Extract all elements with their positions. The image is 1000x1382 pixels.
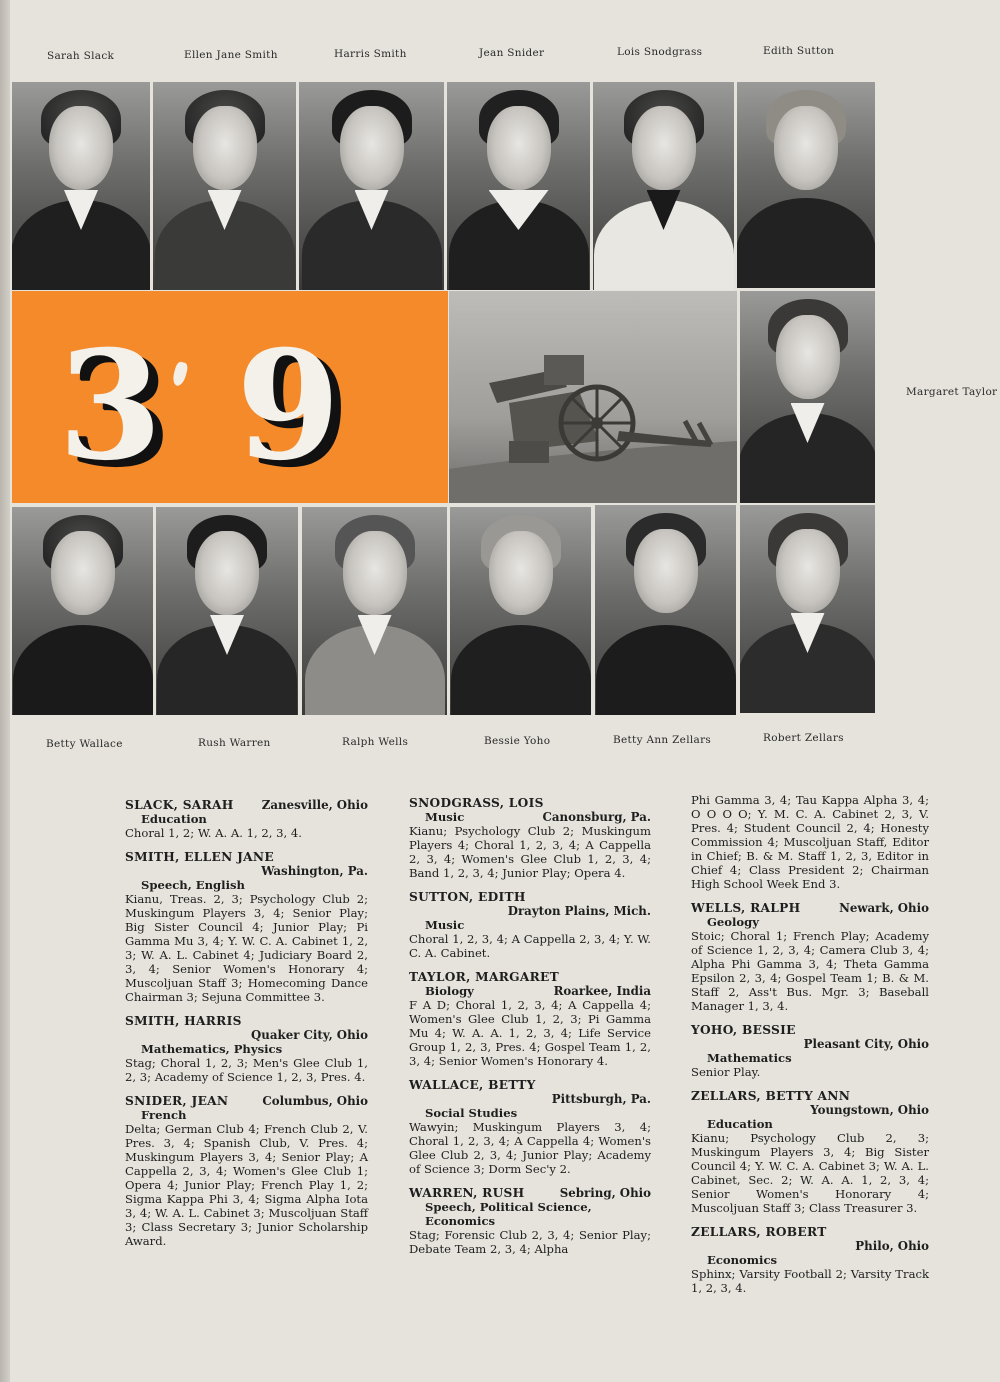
- bio-town: Pleasant City, Ohio: [803, 1037, 929, 1051]
- bio-major: Mathematics, Physics: [141, 1042, 283, 1056]
- year-digit-3: 3: [58, 318, 163, 494]
- bio-major: Economics: [707, 1253, 778, 1267]
- bio-activities: Stoic; Choral 1; French Play; Academy of Science 1, 2, 3, 4; Camera Club 3, 4; Alpha Phi Gamma 3, 4; Theta Gamma Epsilon 2, 3, 4; Gospel Team 1; B. & M. Staff 2, Ass't Bus. Mgr. 3; Baseball Manager 1, 3, 4.: [691, 929, 929, 1013]
- caption-top-1: Sarah Slack: [47, 50, 115, 62]
- bio-entry: [409, 796, 651, 880]
- caption-bottom-2: Rush Warren: [198, 737, 271, 749]
- caption-top-5: Lois Snodgrass: [617, 46, 703, 58]
- bio-town: Newark, Ohio: [839, 901, 929, 915]
- portrait-top-4: [447, 82, 590, 290]
- caption-bottom-5: Betty Ann Zellars: [613, 734, 712, 746]
- caption-bottom-1: Betty Wallace: [46, 738, 123, 750]
- bio-activities: Kianu, Treas. 2, 3; Psychology Club 2; Muskingum Players 3, 4; Senior Play; Big Sister Council 4; Junior Play; Pi Gamma Mu 3, 4; Y. W. C. A. Cabinet 1, 2, 3; W. A. L. Cabinet 4; Judiciary Board 2, 3, 4; Senior Women's Honorary 4; Muscoljuan Staff 3; Homecoming Dance Chairman 3; Sejuna Committee 3.: [125, 892, 368, 1004]
- bio-entry: [125, 1094, 368, 1248]
- bio-name: TAYLOR, MARGARET: [409, 970, 559, 984]
- bio-name: SNODGRASS, LOIS: [409, 796, 544, 810]
- bio-major: Speech, English: [141, 878, 245, 892]
- bio-town: Washington, Pa.: [261, 864, 368, 878]
- bio-name: SUTTON, EDITH: [409, 890, 526, 904]
- bio-major: Education: [707, 1117, 773, 1131]
- bio-major: Geology: [707, 915, 759, 929]
- bio-town: Quaker City, Ohio: [251, 1028, 368, 1042]
- bio-major: Social Studies: [425, 1106, 518, 1120]
- bio-name: WARREN, RUSH: [409, 1186, 525, 1200]
- bio-major: Music: [425, 810, 465, 824]
- bio-major: Biology: [425, 984, 474, 998]
- bio-name: SMITH, ELLEN JANE: [125, 850, 274, 864]
- bio-entry: [691, 901, 929, 1013]
- bio-major: French: [141, 1108, 187, 1122]
- portrait-top-1: [12, 82, 150, 290]
- bio-name: SLACK, SARAH: [125, 798, 234, 812]
- caption-bottom-4: Bessie Yoho: [484, 735, 551, 747]
- portrait-top-2: [153, 82, 296, 290]
- bio-name: ZELLARS, ROBERT: [691, 1225, 827, 1239]
- bio-major: Education: [141, 812, 207, 826]
- bio-major: Music: [425, 918, 465, 932]
- portrait-top-3: [299, 82, 444, 290]
- bio-entry: [409, 890, 651, 960]
- bio-town: Philo, Ohio: [855, 1239, 929, 1253]
- bio-town: Canonsburg, Pa.: [542, 810, 651, 824]
- caption-bottom-6: Robert Zellars: [763, 732, 844, 744]
- field-cannon-photo: [449, 291, 737, 503]
- bio-name: WALLACE, BETTY: [409, 1078, 536, 1092]
- bio-entry: [409, 1078, 651, 1176]
- bio-name: SMITH, HARRIS: [125, 1014, 242, 1028]
- bio-activities: Senior Play.: [691, 1065, 761, 1079]
- bio-town: Drayton Plains, Mich.: [507, 904, 651, 918]
- bio-activities: Delta; German Club 4; French Club 2, V. Pres. 3, 4; Spanish Club, V. Pres. 4; Muskingum Players 3, 4; Senior Play; A Cappella 2, 3, 4; Women's Glee Club 1; Opera 4; Junior Play; French Play 1, 2; Sigma Kappa Phi 3, 4; Sigma Alpha Iota 3, 4; W. A. L. Cabinet 3; Muscoljuan Staff 3; Class Secretary 3; Junior Scholarship Award.: [125, 1122, 368, 1248]
- portrait-bottom-3: [302, 507, 447, 715]
- bio-entry: [125, 850, 368, 1004]
- bio-town: Sebring, Ohio: [559, 1186, 651, 1200]
- caption-top-4: Jean Snider: [479, 47, 545, 59]
- bio-town: Pittsburgh, Pa.: [551, 1092, 651, 1106]
- portrait-top-5: [593, 82, 734, 290]
- caption-top-2: Ellen Jane Smith: [184, 49, 278, 61]
- bio-town: Roarkee, India: [553, 984, 651, 998]
- bio-activities: F A D; Choral 1, 2, 3, 4; A Cappella 4; Women's Glee Club 1, 2, 3; Pi Gamma Mu 4; W. A. A. 1, 2, 3, 4; Life Service Group 1, 2, 3, Pres. 4; Gospel Team 1, 2, 3, 4; Senior Women's Honorary 4.: [409, 998, 651, 1068]
- bio-town: Zanesville, Ohio: [261, 798, 368, 812]
- bio-activities: Wawyin; Muskingum Players 3, 4; Choral 1, 2, 3, 4; A Cappella 4; Women's Glee Club 2, 3, 4; Junior Play; Academy of Science 3; Dorm Sec'y 2.: [409, 1120, 651, 1176]
- bio-town: Youngstown, Ohio: [810, 1103, 929, 1117]
- bio-activities: Choral 1, 2; W. A. A. 1, 2, 3, 4.: [125, 826, 302, 840]
- caption-top-6: Edith Sutton: [763, 45, 835, 57]
- bio-name: SNIDER, JEAN: [125, 1094, 229, 1108]
- caption-top-3: Harris Smith: [334, 48, 407, 60]
- bio-town: Columbus, Ohio: [262, 1094, 368, 1108]
- portrait-bottom-5: [595, 505, 736, 715]
- bio-column-3: [691, 793, 929, 1305]
- bio-activities: Stag; Forensic Club 2, 3, 4; Senior Play; Debate Team 2, 3, 4; Alpha: [409, 1228, 651, 1256]
- portrait-bottom-4: [450, 507, 591, 715]
- bio-name: ZELLARS, BETTY ANN: [691, 1089, 851, 1103]
- bio-continuation: Phi Gamma 3, 4; Tau Kappa Alpha 3, 4; O O O O; Y. M. C. A. Cabinet 2, 3, V. Pres. 4; Student Council 2, 4; Honesty Commission 4; Muscoljuan Staff, Editor in Chief; B. & M. Staff 1, 2, 3, Editor in Chief 4; Class President 2; Chairman High School Week End 3.: [691, 793, 929, 891]
- bio-entry: [691, 1023, 929, 1079]
- portrait-bottom-1: [12, 507, 153, 715]
- bio-entry: [409, 970, 651, 1068]
- caption-bottom-3: Ralph Wells: [342, 736, 409, 748]
- portrait-bottom-2: [156, 507, 298, 715]
- bio-major: Mathematics: [707, 1051, 792, 1065]
- bio-entry: [691, 1225, 929, 1295]
- bio-column-1: [125, 798, 368, 1258]
- bio-activities: Choral 1, 2, 3, 4; A Cappella 2, 3, 4; Y. W. C. A. Cabinet.: [409, 932, 651, 960]
- bio-entry: [409, 1186, 651, 1256]
- bio-entry: [691, 1089, 929, 1215]
- bio-activities: Kianu; Psychology Club 2; Muskingum Players 4; Choral 1, 2, 3, 4; A Cappella 2, 3, 4; Women's Glee Club 1, 2, 3, 4; Band 1, 2, 3, 4; Junior Play; Opera 4.: [409, 824, 651, 880]
- bio-entry: [125, 798, 368, 840]
- caption-side: Margaret Taylor: [906, 386, 998, 398]
- bio-major: Speech, Political Science, Economics: [425, 1200, 592, 1228]
- year-digit-9: 9: [236, 318, 341, 494]
- portrait-margaret-taylor: [740, 291, 875, 503]
- bio-activities: Stag; Choral 1, 2, 3; Men's Glee Club 1, 2, 3; Academy of Science 1, 2, 3, Pres. 4.: [125, 1056, 368, 1084]
- bio-name: WELLS, RALPH: [691, 901, 801, 915]
- bio-name: YOHO, BESSIE: [691, 1023, 796, 1037]
- bio-column-2: [409, 796, 651, 1266]
- portrait-bottom-6: [740, 505, 875, 713]
- bio-entry: [125, 1014, 368, 1084]
- bio-activities: Sphinx; Varsity Football 2; Varsity Track 1, 2, 3, 4.: [691, 1267, 929, 1295]
- bio-activities: Kianu; Psychology Club 2, 3; Muskingum Players 3, 4; Big Sister Council 4; Y. W. C. A. Cabinet 3; W. A. L. Cabinet, Sec. 2; W. A. A. 1, 2, 3, 4; Senior Women's Honorary 4; Muscoljuan Staff 3; Class Treasurer 3.: [691, 1131, 929, 1215]
- portrait-top-6: [737, 82, 875, 288]
